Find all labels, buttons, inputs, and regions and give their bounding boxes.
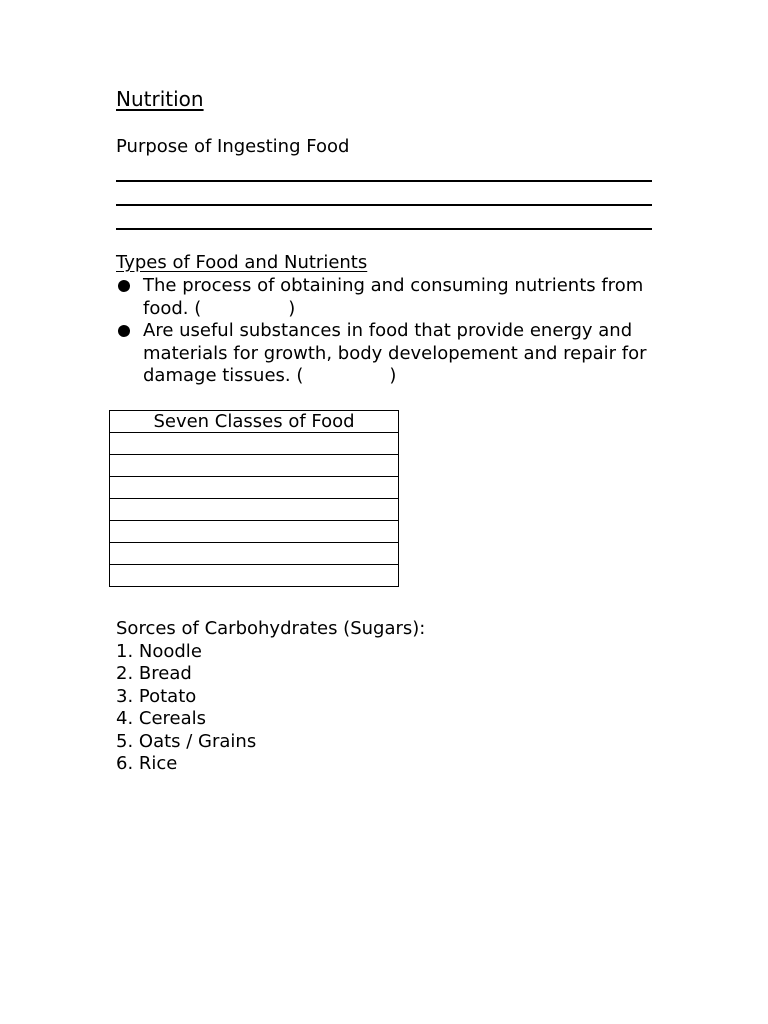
list-item: 4. Cereals [116, 708, 207, 729]
table-row [110, 565, 399, 587]
table-row [110, 433, 399, 455]
answer-line [116, 228, 652, 230]
list-item: 3. Potato [116, 685, 197, 707]
definition-list [116, 275, 661, 388]
purpose-heading: Purpose of Ingesting Food [116, 136, 350, 157]
table-cell [110, 455, 399, 477]
table-header-row [110, 411, 399, 433]
table-cell [110, 565, 399, 587]
definition-text: Are useful substances in food that provide energy and materials for growth, body developement and repair for damage tissues. ( [143, 320, 647, 386]
table-cell [110, 499, 399, 521]
definition-item [116, 275, 661, 320]
food-classes-table [109, 410, 399, 587]
definition-close: ) [389, 365, 397, 386]
table-cell [110, 477, 399, 499]
table-header: Seven Classes of Food [110, 411, 399, 433]
table-cell [110, 521, 399, 543]
definition-close: ) [288, 297, 296, 319]
definition-item [116, 320, 661, 388]
table-cell [110, 543, 399, 565]
table-row [110, 499, 399, 521]
answer-line [116, 204, 652, 206]
page-title: Nutrition [116, 87, 204, 111]
list-item: 2. Bread [116, 663, 192, 684]
table-row [110, 455, 399, 477]
table-row [110, 477, 399, 499]
table-row [110, 543, 399, 565]
definition-text: The process of obtaining and consuming nutrients from food. ( [143, 275, 644, 319]
list-item: 1. Noodle [116, 640, 202, 662]
sources-heading: Sorces of Carbohydrates (Sugars): [116, 618, 426, 639]
bullet-icon [118, 280, 130, 292]
answer-line [116, 180, 652, 182]
bullet-icon [118, 325, 130, 337]
list-item: 5. Oats / Grains [116, 730, 257, 752]
table-row [110, 521, 399, 543]
table-cell [110, 433, 399, 455]
carbohydrate-sources [116, 618, 425, 776]
sources-list [116, 641, 425, 776]
list-item: 6. Rice [116, 753, 178, 774]
types-heading: Types of Food and Nutrients [116, 252, 368, 273]
